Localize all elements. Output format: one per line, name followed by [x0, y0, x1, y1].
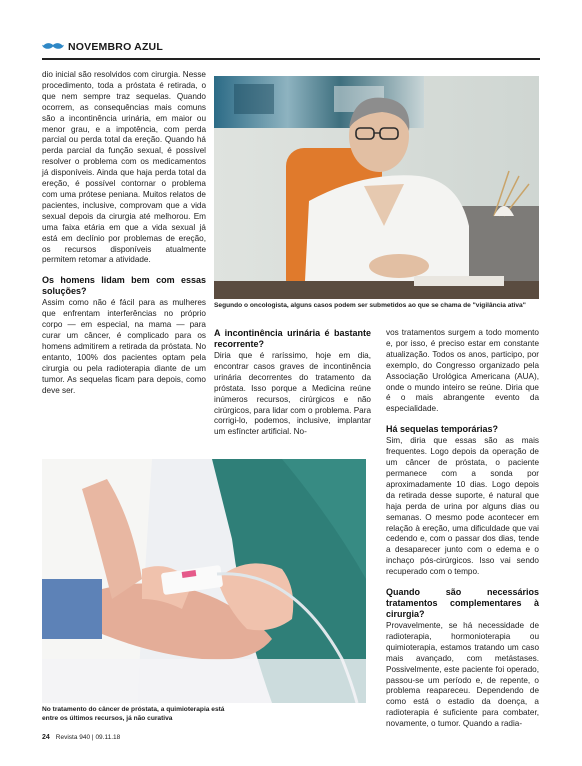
magazine-name: Revista 940	[55, 734, 91, 741]
doctor-photo-illustration	[214, 76, 539, 299]
iv-photo-illustration	[42, 459, 366, 703]
subheading: A incontinência urinária é bastante recorrente?	[214, 328, 371, 349]
header-rule	[42, 58, 540, 60]
paragraph: Diria que é raríssimo, hoje em dia, encontrar casos graves de incontinência urinária decorrentes do tratamento da próstata. Isso porque a Medicina reúne inúmeros recursos, cirúrgicos e não cirúrgicos, para lidar com o problema. Para corrigi-lo, podemos, inclusive, implantar um esfíncter artificial. No-	[214, 351, 371, 437]
page-number: 24	[42, 734, 50, 741]
issue-date: 09.11.18	[95, 734, 121, 741]
subheading: Os homens lidam bem com essas soluções?	[42, 275, 206, 297]
iv-photo-caption: No tratamento do câncer de próstata, a quimioterapia está entre os últimos recursos, já não curativa	[42, 706, 225, 722]
section-header	[42, 40, 540, 56]
doctor-photo-caption: Segundo o oncologista, alguns casos podem ser submetidos ao que se chama de "vigilância ativa"	[214, 302, 526, 309]
subheading: Há sequelas temporárias?	[386, 424, 499, 435]
column-2	[214, 328, 371, 438]
page-footer: 24 Revista 940 | 09.11.18	[42, 734, 121, 741]
doctor-photo	[214, 76, 539, 299]
subheading: Quando são necessários tratamentos complementares à cirurgia?	[386, 587, 539, 620]
paragraph: Sim, diria que essas são as mais frequentes. Logo depois da operação de um câncer de próstata, o paciente permanece com a sonda por aproximadamente 10 dias. Logo depois da retirada desse suporte, é natural que haja perda de urina por alguns dias ou semanas. O mesmo pode acontecer em relação à ereção, uma dificuldade que vai cedendo e, com o passar dos dias, tende a desaparecer junto com o edema e o inchaço pós-cirúrgicos. Isso vai sendo recuperado com o tempo.	[386, 436, 539, 577]
paragraph: Provavelmente, se há necessidade de radioterapia, hormonioterapia ou quimioterapia, estamos tratando um caso mais avançado, com metástases. Possivelmente, este paciente foi operado, passou-se um período e, de repente, o problema reapareceu. Dependendo de como está o estadio da doença, a radioterapia é suficiente para combater, novamente, o tumor. Quando a radia-	[386, 621, 539, 729]
paragraph: Assim como não é fácil para as mulheres que enfrentam interferências no próprio corpo — em especial, na mama — para curar um câncer, é complicado para os homens admitirem a retirada da próstata. No entanto, 100% dos pacientes optam pela cirurgia ou pela radioterapia diante de um tumor. As sequelas ficam para depois, como deve ser.	[42, 298, 206, 395]
iv-photo	[42, 459, 366, 703]
paragraph: vos tratamentos surgem a todo momento e, por isso, é preciso estar em constante atualização. Todos os anos, participo, por exemplo, do Congresso organizado pela Associação Urológica Americana (AUA), onde o mundo inteiro se reúne. Diria que é o mais abrangente evento da especialidade.	[386, 328, 539, 414]
section-label: NOVEMBRO AZUL	[68, 41, 163, 53]
mustache-icon	[42, 42, 64, 52]
column-1	[42, 70, 206, 396]
paragraph: dio inicial são resolvidos com cirurgia. Nesse procedimento, toda a próstata é retirada, o que nem sempre traz sequelas. Quando ocorrem, as consequências mais comuns são a incontinência urinária, em maior ou menor grau, e a impotência, com perda parcial ou perda total da ereção. Quando há perda parcial da função sexual, é possível resolver o problema com os medicamentos já disponíveis. Ainda que haja perda total da ereção, é possível contornar o problema com uma prótese peniana. Muitos relatos de pacientes, inclusive, comprovam que a vida sexual depois da cirurgia até melhorou. Em uma faixa etária em que a vida sexual já está em declínio por problemas de ereção, os recursos disponíveis atualmente permitem retomar a atividade.	[42, 70, 206, 265]
column-3	[386, 328, 539, 730]
